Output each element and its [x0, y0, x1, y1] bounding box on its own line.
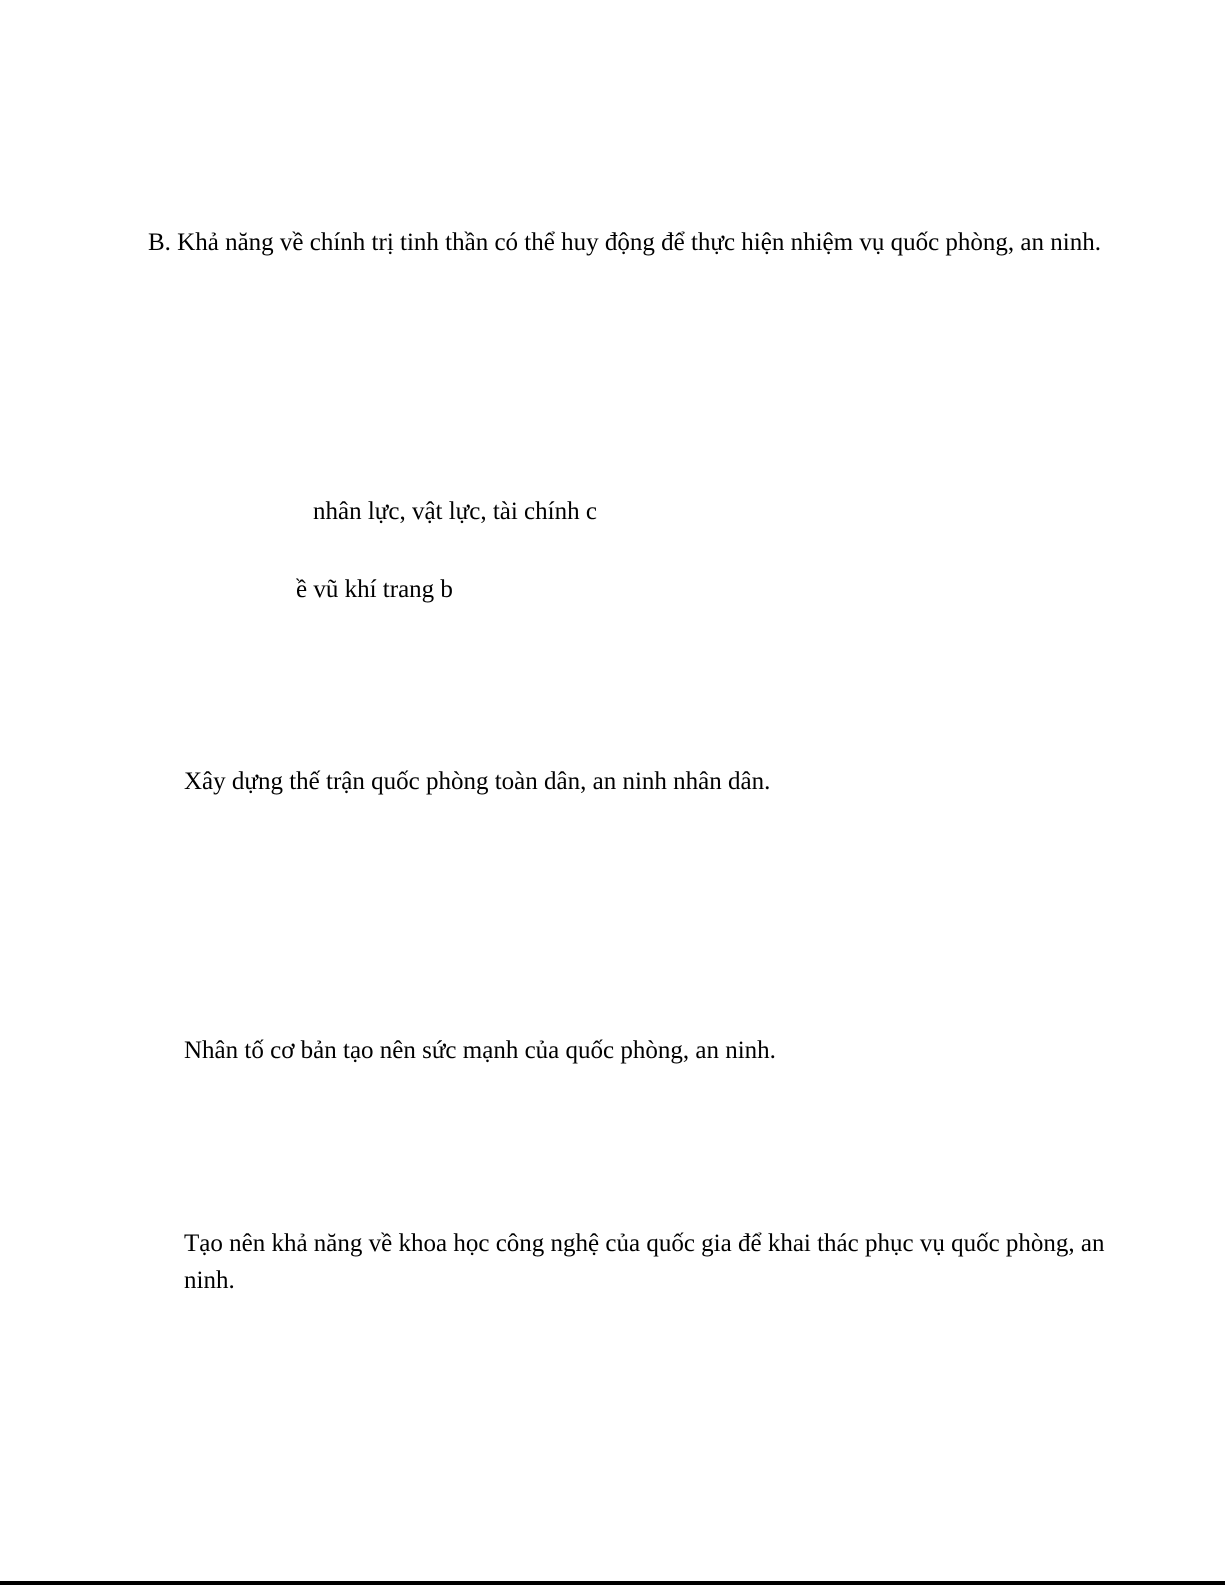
bottom-border — [0, 1581, 1225, 1585]
text-line-basic-factor: Nhân tố cơ bản tạo nên sức mạnh của quốc phòng, an ninh. — [184, 1037, 776, 1064]
text-line-science-technology: Tạo nên khả năng về khoa học công nghệ của quốc gia để khai thác phục vụ quốc phòng, an ninh. — [184, 1230, 1105, 1294]
text-fragment-resources: nhân lực, vật lực, tài chính c — [313, 498, 597, 525]
text-line-defense-posture: Xây dựng thế trận quốc phòng toàn dân, an ninh nhân dân. — [184, 768, 771, 795]
option-b-text: B. Khả năng về chính trị tinh thần có thể huy động để thực hiện nhiệm vụ quốc phòng, an ninh. — [148, 229, 1101, 256]
text-fragment-weapons: ề vũ khí trang b — [296, 576, 453, 603]
